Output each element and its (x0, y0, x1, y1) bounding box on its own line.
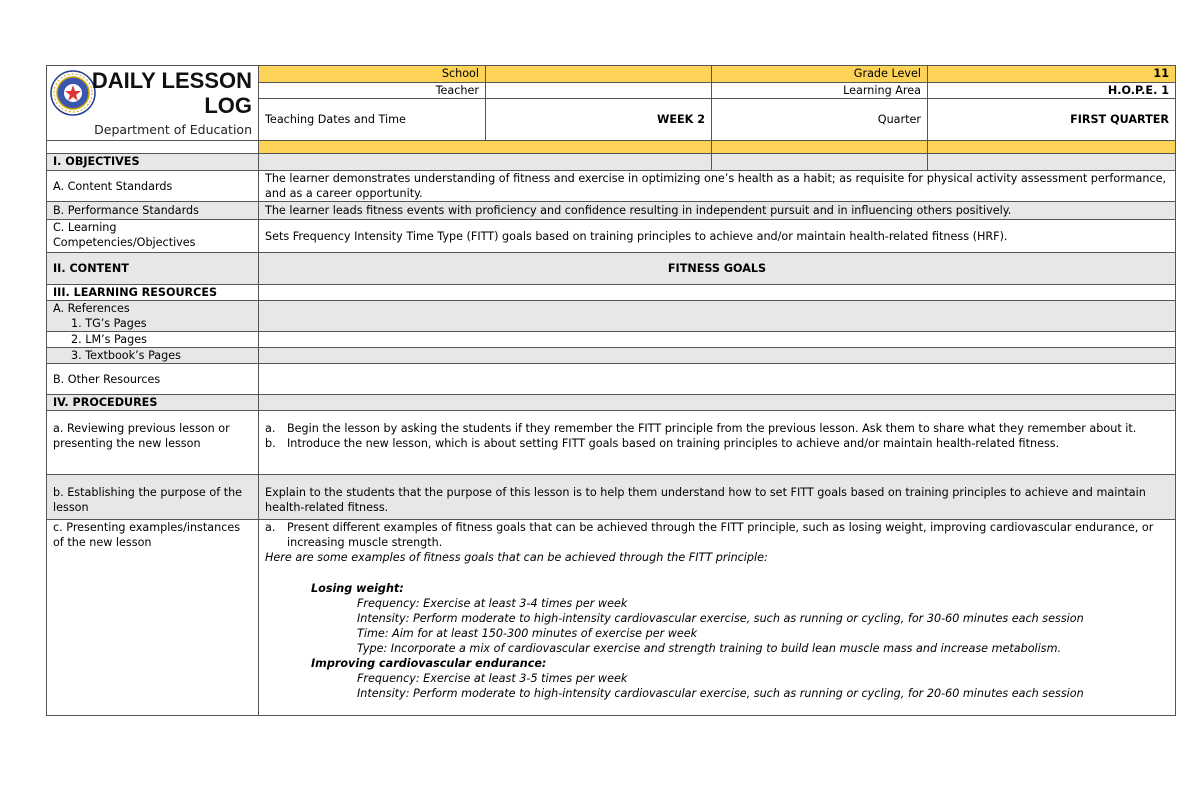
competencies-text: Sets Frequency Intensity Time Type (FITT) goals based on training principles to achieve and/or maintain health-related fitness (HRF). (259, 220, 1176, 253)
quarter-value: FIRST QUARTER (928, 99, 1176, 141)
procedure-b-label: b. Establishing the purpose of the lesson (47, 475, 259, 520)
empty-cell (928, 154, 1176, 171)
empty-cell (259, 395, 1176, 411)
lm-pages-label: 2. LM’s Pages (47, 332, 259, 348)
lesson-log-table (46, 65, 1176, 716)
goal-line: Time: Aim for at least 150-300 minutes of exercise per week (357, 627, 698, 640)
empty-cell (712, 154, 928, 171)
content-value: FITNESS GOALS (259, 253, 1176, 285)
references-label (47, 301, 259, 332)
learning-area-label: Learning Area (712, 83, 928, 99)
examples-intro: Here are some examples of fitness goals that can be achieved through the FITT principle: (265, 551, 768, 564)
goal-line: Intensity: Perform moderate to high-intensity cardiovascular exercise, such as running or cycling, for 30-60 minutes each session (357, 612, 1084, 625)
empty-cell (259, 154, 712, 171)
teacher-value (486, 83, 712, 99)
empty-cell (259, 301, 1176, 332)
teacher-label: Teacher (259, 83, 486, 99)
goal-line: Intensity: Perform moderate to high-intensity cardiovascular exercise, such as running or cycling, for 20-60 minutes each session (357, 687, 1084, 700)
department-name: Department of Education (94, 122, 252, 137)
list-item: a. Present different examples of fitness goals that can be achieved through the FITT principle, such as losing weight, improving cardiovascular endurance, or increasing muscle strength. (265, 521, 1154, 549)
empty-cell (259, 348, 1176, 364)
procedure-a-content (259, 411, 1176, 475)
references-title: A. References (53, 302, 130, 315)
teaching-dates-label: Teaching Dates and Time (259, 99, 486, 141)
goal-title: Losing weight: (311, 582, 404, 595)
procedure-a-label: a. Reviewing previous lesson or presenting the new lesson (47, 411, 259, 475)
quarter-label: Quarter (712, 99, 928, 141)
list-item: a. Begin the lesson by asking the students if they remember the FITT principle from the previous lesson. Ask them to share what they remember about it. (265, 422, 1137, 435)
performance-standards-label: B. Performance Standards (47, 202, 259, 220)
procedures-heading: IV. PROCEDURES (47, 395, 259, 411)
header-logo-block (47, 66, 259, 141)
empty-cell (259, 285, 1176, 301)
goal-line: Frequency: Exercise at least 3-5 times per week (357, 672, 628, 685)
content-heading: II. CONTENT (47, 253, 259, 285)
yellow-band (259, 141, 712, 154)
goal-title: Improving cardiovascular endurance: (311, 657, 547, 670)
procedure-b-text: Explain to the students that the purpose of this lesson is to help them understand how to set FITT goals based on training principles to achieve and maintain health-related fitness. (259, 475, 1176, 520)
empty-cell (259, 364, 1176, 395)
content-standards-label: A. Content Standards (47, 171, 259, 202)
procedure-c-label: c. Presenting examples/instances of the new lesson (47, 520, 259, 716)
school-value (486, 66, 712, 83)
procedure-c-content (259, 520, 1176, 716)
grade-level-value: 11 (928, 66, 1176, 83)
yellow-band (928, 141, 1176, 154)
learning-area-value: H.O.P.E. 1 (928, 83, 1176, 99)
resources-heading: III. LEARNING RESOURCES (47, 285, 259, 301)
teaching-dates-value: WEEK 2 (486, 99, 712, 141)
deped-seal-icon (50, 70, 96, 116)
textbook-pages-label: 3. Textbook’s Pages (47, 348, 259, 364)
goal-line: Type: Incorporate a mix of cardiovascular exercise and strength training to build lean muscle mass and increase metabolism. (357, 642, 1062, 655)
goal-line: Frequency: Exercise at least 3-4 times per week (357, 597, 628, 610)
performance-standards-text: The learner leads fitness events with proficiency and confidence resulting in independent pursuit and in influencing others positively. (259, 202, 1176, 220)
yellow-band (712, 141, 928, 154)
content-standards-text: The learner demonstrates understanding of fitness and exercise in optimizing one’s health as a habit; as requisite for physical activity assessment performance, and as a career opportunity. (259, 171, 1176, 202)
grade-level-label: Grade Level (712, 66, 928, 83)
list-item: b. Introduce the new lesson, which is about setting FITT goals based on training principles to achieve and/or maintain health-related fitness. (265, 437, 1060, 450)
spacer-cell (47, 141, 259, 154)
lesson-log-page (46, 65, 1175, 716)
empty-cell (259, 332, 1176, 348)
tg-pages-label: 1. TG’s Pages (71, 317, 147, 330)
other-resources-label: B. Other Resources (47, 364, 259, 395)
school-label: School (259, 66, 486, 83)
objectives-heading: I. OBJECTIVES (47, 154, 259, 171)
document-title: DAILY LESSON LOG (91, 68, 252, 118)
competencies-label: C. Learning Competencies/Objectives (47, 220, 259, 253)
